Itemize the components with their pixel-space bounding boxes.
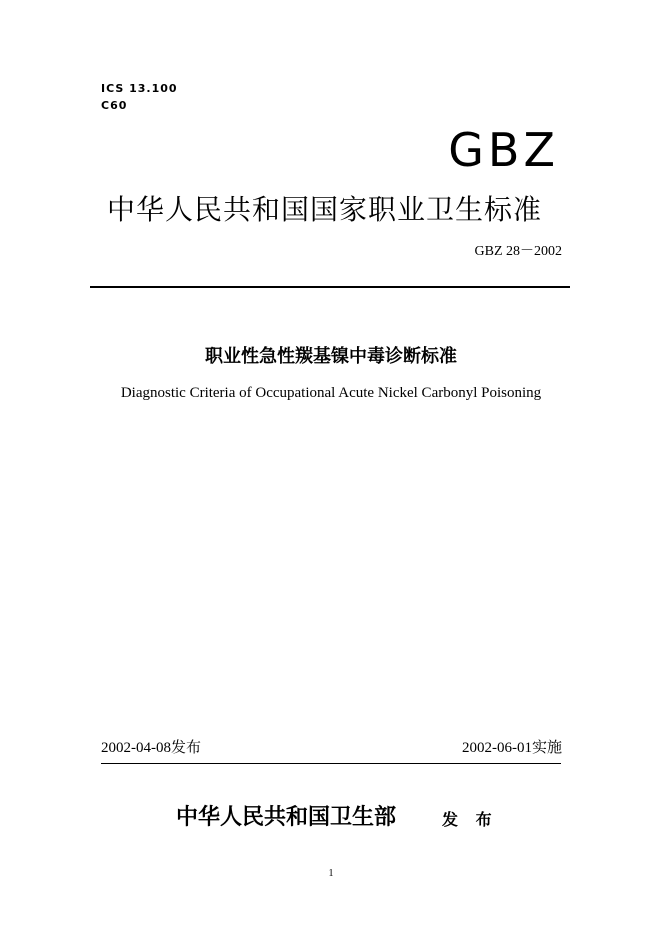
issuing-authority: 中华人民共和国卫生部 <box>176 805 397 830</box>
effective-date: 2002-06-01实施 <box>462 740 562 756</box>
page-number: 1 <box>328 868 334 879</box>
ics-code: ICS 13.100 <box>101 82 178 95</box>
issue-label: 发 布 <box>442 810 498 829</box>
publish-date: 2002-04-08发布 <box>101 740 201 756</box>
english-title: Diagnostic Criteria of Occupational Acute Nickel Carbonyl Poisoning <box>120 385 542 401</box>
standard-category-title: 中华人民共和国国家职业卫生标准 <box>107 193 543 226</box>
bottom-divider <box>101 763 561 764</box>
top-divider <box>90 286 570 288</box>
chinese-title: 职业性急性羰基镍中毒诊断标准 <box>205 346 457 367</box>
gbz-logo: GBZ <box>448 123 559 177</box>
standard-number: GBZ 28－2002 <box>474 244 562 259</box>
classification-code: C60 <box>101 99 128 112</box>
